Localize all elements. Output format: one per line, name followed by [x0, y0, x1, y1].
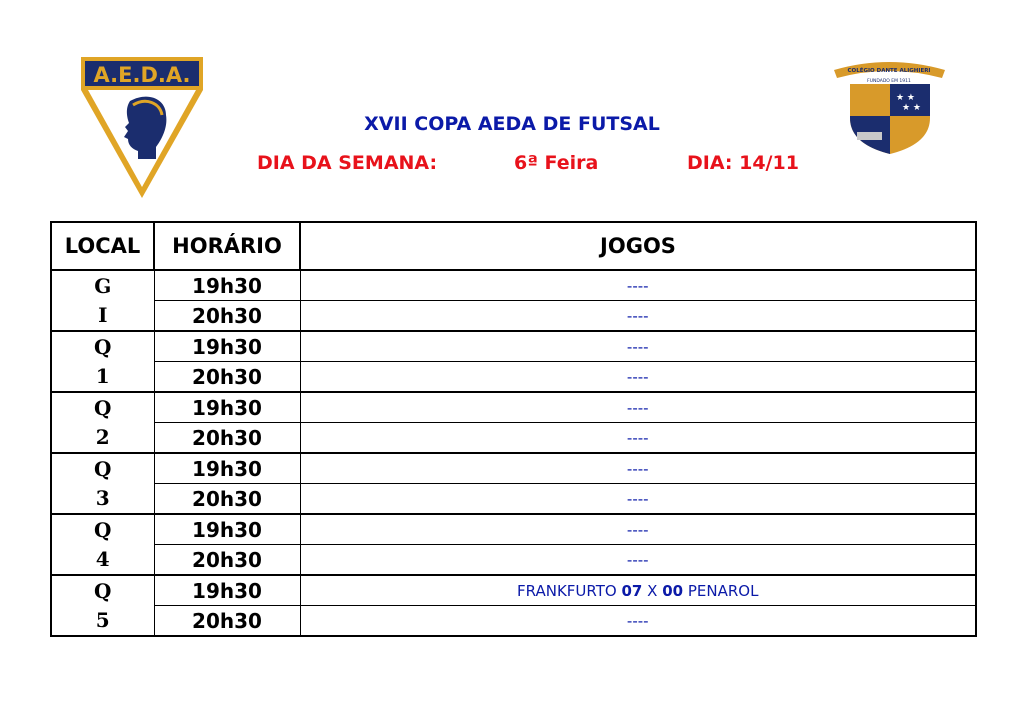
game-cell: ---- — [300, 392, 976, 423]
local-number: 1 — [51, 362, 154, 393]
game-cell: ---- — [300, 331, 976, 362]
table-row — [51, 301, 976, 332]
header-horario: HORÁRIO — [154, 222, 300, 270]
game-cell: ---- — [300, 606, 976, 637]
schedule-table — [50, 221, 977, 637]
local-number: 4 — [51, 545, 154, 576]
svg-text:★ ★: ★ ★ — [896, 93, 915, 103]
time-cell: 19h30 — [154, 270, 300, 301]
game-cell: ---- — [300, 453, 976, 484]
table-row — [51, 545, 976, 576]
time-cell: 19h30 — [154, 514, 300, 545]
time-cell: 20h30 — [154, 545, 300, 576]
local-letter: Q — [51, 453, 154, 484]
time-cell: 19h30 — [154, 575, 300, 606]
header-local: LOCAL — [51, 222, 154, 270]
day-of-week-label: DIA DA SEMANA: — [257, 152, 438, 174]
time-cell: 19h30 — [154, 453, 300, 484]
table-row — [51, 392, 976, 423]
time-cell: 20h30 — [154, 301, 300, 332]
table-header-row — [51, 222, 976, 270]
game-cell: ---- — [300, 423, 976, 454]
local-letter: Q — [51, 331, 154, 362]
table-row — [51, 453, 976, 484]
local-number: 3 — [51, 484, 154, 515]
crest-banner-text: COLÉGIO DANTE ALIGHIERI — [847, 68, 931, 74]
score-away: 00 — [662, 581, 684, 600]
table-row — [51, 606, 976, 637]
game-cell: ---- — [300, 362, 976, 393]
local-letter: Q — [51, 575, 154, 606]
game-cell: ---- — [300, 514, 976, 545]
game-cell: ---- — [300, 545, 976, 576]
game-cell: ---- — [300, 301, 976, 332]
time-cell: 20h30 — [154, 362, 300, 393]
table-row — [51, 331, 976, 362]
game-cell: ---- — [300, 484, 976, 515]
score-home: 07 — [621, 581, 643, 600]
game-cell-match — [300, 575, 976, 606]
dante-alighieri-crest — [832, 58, 947, 156]
score-separator: X — [647, 581, 658, 600]
time-cell: 20h30 — [154, 606, 300, 637]
team-home: FRANKFURTO — [517, 581, 617, 600]
local-number: 2 — [51, 423, 154, 454]
table-row — [51, 484, 976, 515]
time-cell: 20h30 — [154, 484, 300, 515]
table-row — [51, 423, 976, 454]
day-of-week-value: 6ª Feira — [514, 152, 599, 174]
game-cell: ---- — [300, 270, 976, 301]
table-row — [51, 270, 976, 301]
page-title: XVII COPA AEDA DE FUTSAL — [364, 113, 660, 135]
local-number: 5 — [51, 606, 154, 637]
time-cell: 19h30 — [154, 392, 300, 423]
table-row — [51, 575, 976, 606]
date-label: DIA: 14/11 — [687, 152, 799, 174]
local-letter: Q — [51, 514, 154, 545]
aeda-logo-text: A.E.D.A. — [93, 63, 191, 87]
local-number: I — [51, 301, 154, 332]
header-jogos: JOGOS — [300, 222, 976, 270]
local-letter: G — [51, 270, 154, 301]
table-row — [51, 362, 976, 393]
time-cell: 19h30 — [154, 331, 300, 362]
crest-founded-text: FUNDADO EM 1911 — [867, 79, 911, 84]
svg-text:★ ★: ★ ★ — [902, 103, 921, 113]
time-cell: 20h30 — [154, 423, 300, 454]
local-letter: Q — [51, 392, 154, 423]
table-row — [51, 514, 976, 545]
team-away: PENAROL — [687, 581, 759, 600]
